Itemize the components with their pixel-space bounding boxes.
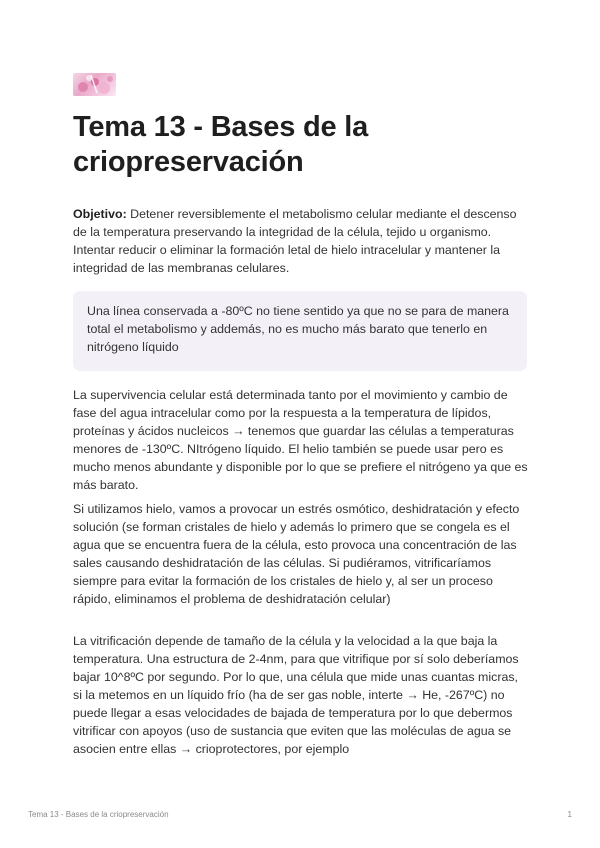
page-title: Tema 13 - Bases de la criopreservación xyxy=(73,111,369,178)
body-paragraph: La supervivencia celular está determinada tanto por el movimiento y cambio de fase del agua intracelular como por la respuesta a la temperatura de lípidos, proteínas y ácidos nucleicos → tenemos que guardar las células a temperaturas menores de -130ºC. NItrógeno líquido. El helio también se puede usar pero es mucho menos abundante y disponible por lo que se prefiere el nitrógeno ya que es más barato. xyxy=(73,388,528,492)
page-number: 1 xyxy=(567,810,572,819)
objective-label: Objetivo: xyxy=(73,207,127,221)
body-paragraph: Si utilizamos hielo, vamos a provocar un estrés osmótico, deshidratación y efecto solución (se forman cristales de hielo y además lo primero que se congela es el agua que se encuentra fuera de la célula, esto provoca una concentración de las sales causando deshidratación de las células. Si pudiéramos, vitrificaríamos siempre para evitar la formación de los cristales de hielo y, al ser un proceso rápido, eliminamos el problema de deshidratación celular) xyxy=(73,502,520,606)
objective-text: Detener reversiblemente el metabolismo celular mediante el descenso de la temperatura preservando la integridad de la célula, tejido u organismo. Intentar reducir o eliminar la formación letal de hielo intracelular y mantener la integridad de las membranas celulares. xyxy=(73,207,517,275)
objective-paragraph xyxy=(73,205,528,277)
footer-title: Tema 13 - Bases de la criopreservación xyxy=(28,810,169,819)
body-paragraph: La vitrificación depende de tamaño de la célula y la velocidad a la que baja la temperatura. Una estructura de 2-4nm, para que vitrifique por sí solo deberíamos bajar 10^8ºC por segundo. Por lo que, una célula que mide unas cuantas micras, si la metemos en un líquido frío (ha de ser gas noble, interte → He, -267ºC) no puede llegar a esas velocidades de bajada de temperatura por lo que debermos vitrificar con apoyos (uso de sustancia que eviten que las moléculas de agua se asocien entre ellas → crioprotectores, por ejemplo xyxy=(73,634,519,756)
cover-image-icon xyxy=(73,73,116,96)
callout-text: Una línea conservada a -80ºC no tiene sentido ya que no se para de manera total el metabolismo y addemás, no es mucho más barato que tenerlo en nitrógeno líquido xyxy=(87,304,509,354)
flower-icon xyxy=(73,73,116,96)
callout-box xyxy=(73,291,527,371)
